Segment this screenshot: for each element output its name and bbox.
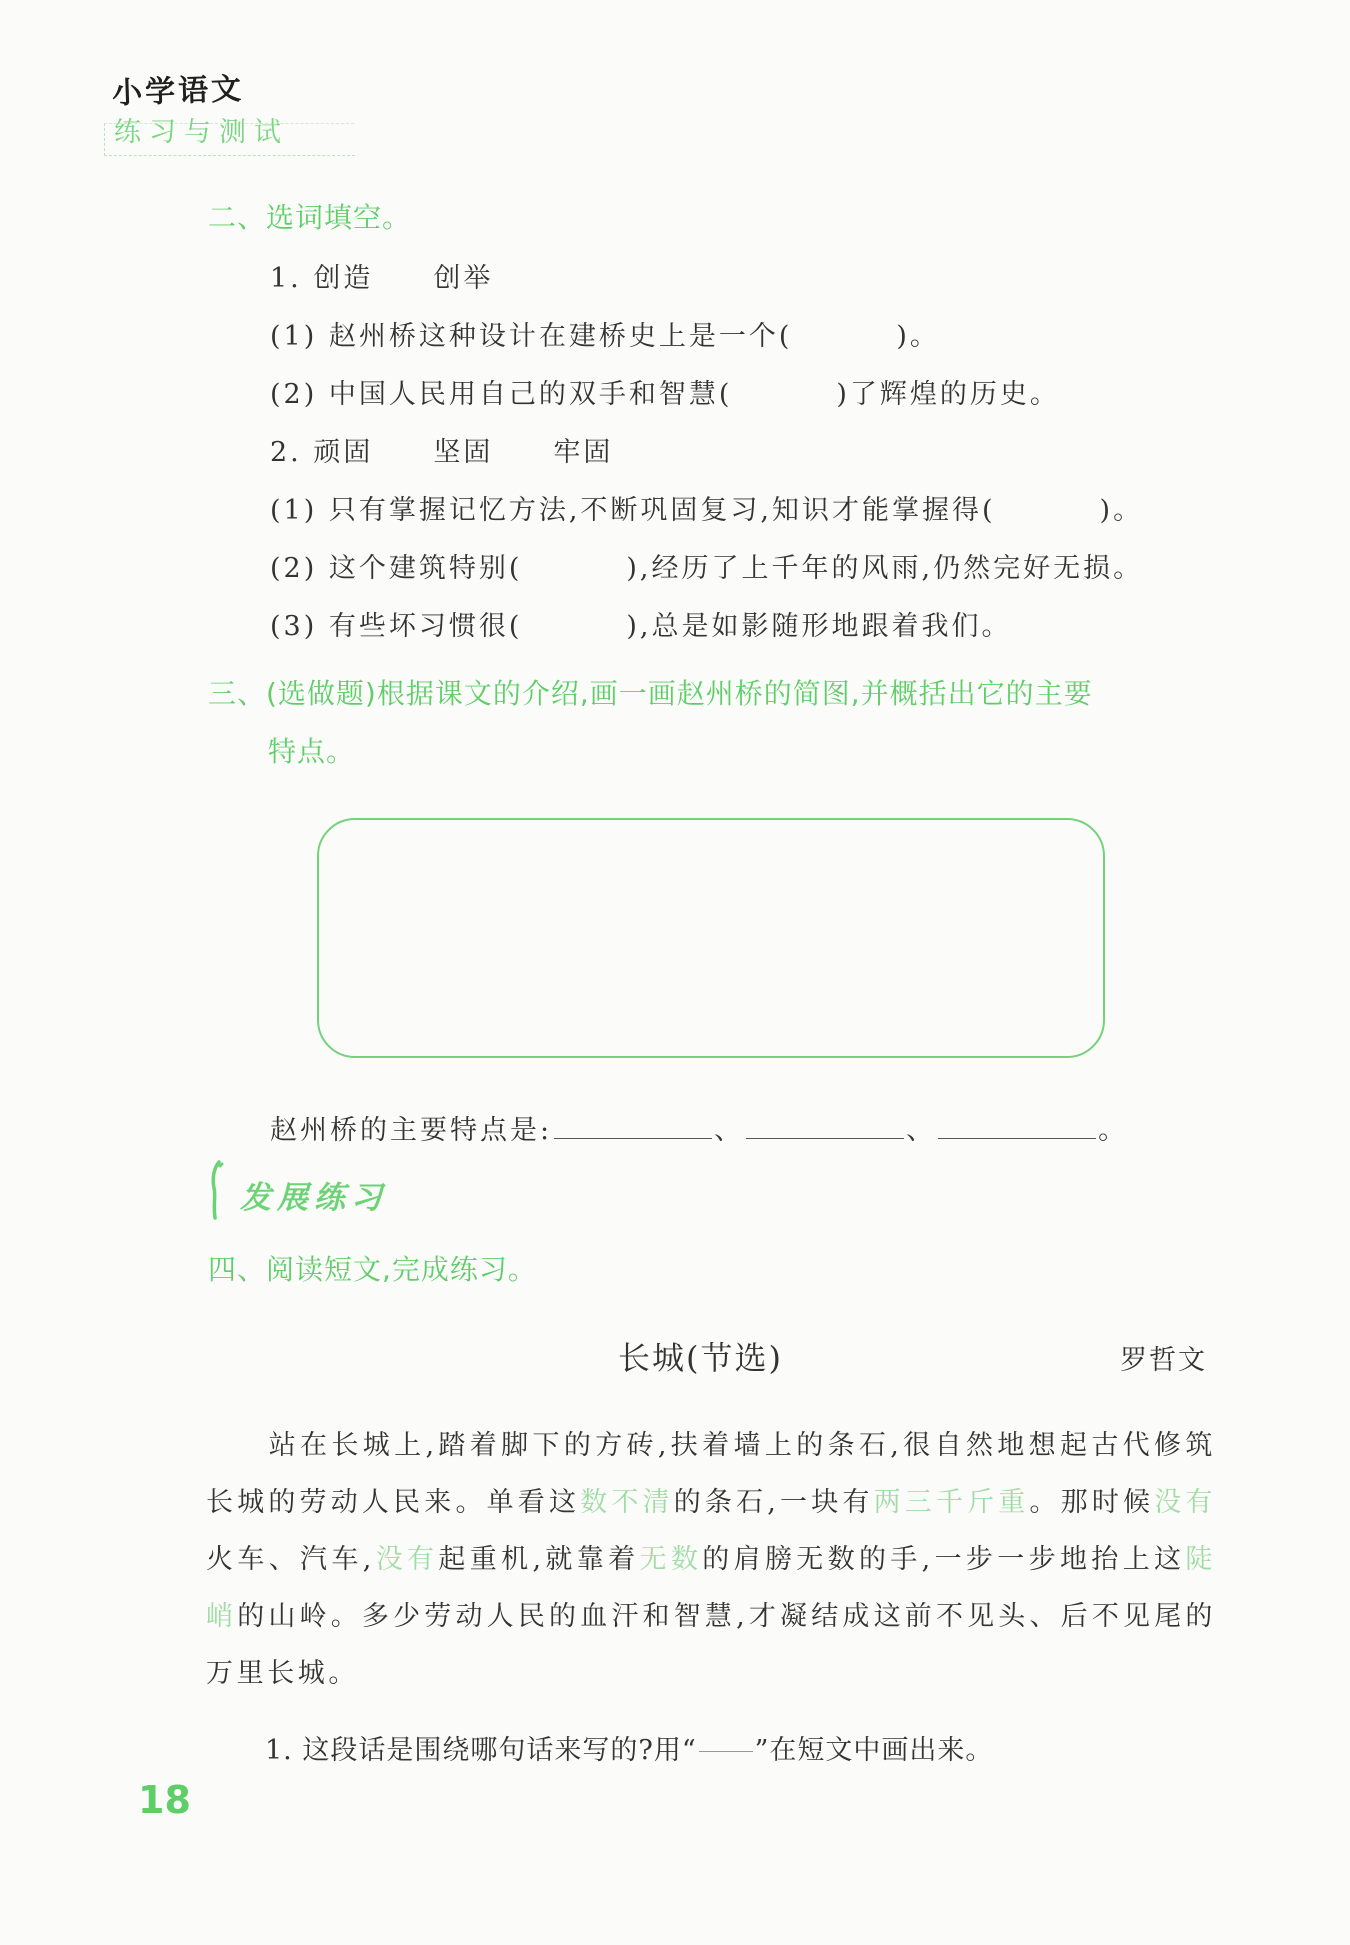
reading-question-1 — [265, 1728, 993, 1767]
question-text: (2) 中国人民用自己的双手和智慧( — [270, 379, 733, 410]
text-run: 的山岭。多少劳动人民的血汗和智慧,才凝结成这前不见头、后不见尾的万里长城。 — [206, 1601, 1216, 1689]
group1-words: 1. 创造 创举 — [270, 263, 494, 294]
feature-blank-1[interactable] — [554, 1118, 712, 1139]
group2-question3 — [270, 604, 1012, 643]
group2-question2 — [270, 546, 1143, 585]
feature-blank-3[interactable] — [938, 1118, 1096, 1139]
section4-heading: 四、阅读短文,完成练习。 — [208, 1253, 537, 1286]
drawing-box[interactable] — [317, 818, 1105, 1058]
development-practice-label: 发展练习 — [240, 1180, 388, 1216]
features-line — [270, 1108, 1128, 1147]
book-subtitle: 练习与测试 — [114, 117, 289, 148]
text-run: 火车、汽车, — [206, 1544, 375, 1575]
question-text-end: )。 — [896, 321, 940, 352]
feature-blank-2[interactable] — [746, 1118, 904, 1139]
section2-heading: 二、选词填空。 — [208, 201, 412, 234]
highlighted-word: 无数 — [639, 1544, 703, 1575]
text-run: 起重机,就靠着 — [438, 1544, 640, 1575]
highlighted-word: 没有 — [374, 1544, 439, 1575]
features-label: 赵州桥的主要特点是: — [270, 1115, 553, 1146]
text-run: 的肩膀无数的手,一步一步地抬上这 — [702, 1544, 1186, 1575]
question-text: (2) 这个建筑特别( — [270, 553, 523, 584]
article-author: 罗哲文 — [1120, 1345, 1207, 1376]
question-text-end: )。 — [1099, 495, 1144, 526]
end-mark: 。 — [1098, 1115, 1129, 1146]
question-text: (3) 有些坏习惯很( — [270, 611, 523, 642]
section3-heading-line1: 三、(选做题)根据课文的介绍,画一画赵州桥的简图,并概括出它的主要 — [208, 677, 1093, 710]
separator: 、 — [906, 1115, 937, 1146]
underline-mark — [699, 1751, 753, 1752]
group2-question1 — [270, 488, 1143, 527]
page-number: 18 — [138, 1778, 191, 1822]
highlighted-word: 陡峭 — [206, 1544, 1217, 1632]
text-run: 。那时候 — [1029, 1487, 1155, 1518]
question-text: (1) 只有掌握记忆方法,不断巩固复习,知识才能掌握得( — [270, 495, 996, 526]
group1-question1 — [270, 314, 940, 353]
text-run: 的条石,一块有 — [673, 1487, 874, 1518]
question-text-end: ),经历了上千年的风雨,仍然完好无损。 — [626, 553, 1144, 584]
question-text: (1) 赵州桥这种设计在建桥史上是一个( — [270, 321, 793, 352]
highlighted-word: 数不清 — [580, 1487, 674, 1518]
book-title: 小学语文 — [111, 71, 245, 112]
section3-heading-line2: 特点。 — [268, 735, 356, 768]
text-run: 站在长城上,踏着脚下的方砖,扶着墙上的条石,很自然地想起古代修筑长城的劳动人民来。单看这 — [206, 1430, 1216, 1518]
highlighted-word: 两三千斤重 — [873, 1487, 1030, 1518]
highlighted-word: 没有 — [1154, 1487, 1216, 1518]
question-text: 1. 这段话是围绕哪句话来写的?用“ — [265, 1735, 697, 1766]
question-text-end: ),总是如影随形地跟着我们。 — [626, 611, 1012, 642]
question-text-end: )了辉煌的历史。 — [836, 379, 1060, 410]
article-paragraph — [206, 1417, 1216, 1702]
separator: 、 — [714, 1115, 745, 1146]
group1-question2 — [270, 372, 1060, 411]
article-title: 长城(节选) — [618, 1339, 783, 1377]
brush-mark-icon — [210, 1160, 224, 1220]
group2-words: 2. 顽固 坚固 牢固 — [270, 437, 614, 468]
question-text-end: ”在短文中画出来。 — [754, 1735, 994, 1766]
